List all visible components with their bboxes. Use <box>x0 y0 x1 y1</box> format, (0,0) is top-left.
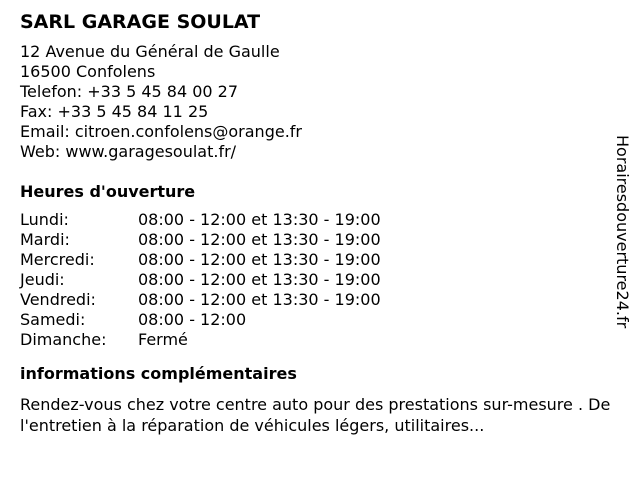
hours-time: 08:00 - 12:00 et 13:30 - 19:00 <box>138 250 381 269</box>
hours-day: Samedi: <box>20 310 86 329</box>
hours-row-friday <box>20 290 620 310</box>
hours-row-tuesday <box>20 230 620 250</box>
hours-time: 08:00 - 12:00 et 13:30 - 19:00 <box>138 290 381 309</box>
hours-heading: Heures d'ouverture <box>20 182 196 201</box>
hours-day: Mardi: <box>20 230 70 249</box>
hours-row-wednesday <box>20 250 620 270</box>
hours-day: Dimanche: <box>20 330 107 349</box>
contact-block <box>20 42 620 162</box>
address-line-1: 12 Avenue du Général de Gaulle <box>20 42 280 61</box>
hours-day: Vendredi: <box>20 290 96 309</box>
hours-day: Jeudi: <box>20 270 65 289</box>
hours-row-sunday <box>20 330 620 350</box>
email-line: Email: citroen.confolens@orange.fr <box>20 122 302 141</box>
hours-table <box>20 210 620 350</box>
business-card <box>20 10 620 436</box>
address-line-2: 16500 Confolens <box>20 62 156 81</box>
hours-time: 08:00 - 12:00 et 13:30 - 19:00 <box>138 230 381 249</box>
info-heading: informations complémentaires <box>20 364 297 383</box>
site-watermark: Horairesdouverture24.fr <box>613 135 632 329</box>
hours-time: Fermé <box>138 330 188 349</box>
business-name: SARL GARAGE SOULAT <box>20 11 261 33</box>
hours-row-saturday <box>20 310 620 330</box>
hours-time: 08:00 - 12:00 et 13:30 - 19:00 <box>138 270 381 289</box>
hours-row-monday <box>20 210 620 230</box>
hours-row-thursday <box>20 270 620 290</box>
hours-time: 08:00 - 12:00 et 13:30 - 19:00 <box>138 210 381 229</box>
web-line: Web: www.garagesoulat.fr/ <box>20 142 237 161</box>
hours-day: Mercredi: <box>20 250 95 269</box>
info-text: Rendez-vous chez votre centre auto pour des prestations sur-mesure . De l'entretien à la réparation de véhicules légers, utilitaires... <box>20 395 611 435</box>
hours-time: 08:00 - 12:00 <box>138 310 247 329</box>
phone-line: Telefon: +33 5 45 84 00 27 <box>20 82 239 101</box>
hours-day: Lundi: <box>20 210 69 229</box>
fax-line: Fax: +33 5 45 84 11 25 <box>20 102 209 121</box>
